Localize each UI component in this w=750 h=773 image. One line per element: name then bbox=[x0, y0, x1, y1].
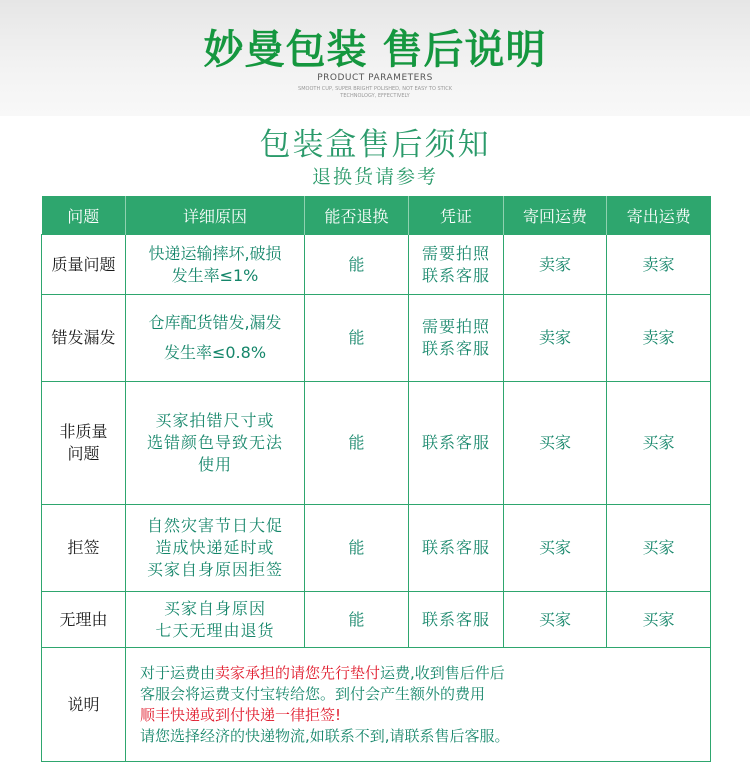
note-highlight: 卖家承担的请您先行垫付 bbox=[215, 663, 381, 682]
proof-line: 需要拍照 bbox=[421, 317, 490, 336]
table-row bbox=[42, 592, 711, 648]
row-return-fee: 卖家 bbox=[504, 235, 607, 295]
row-proof bbox=[409, 235, 504, 295]
reason-line: 买家自身原因拒签 bbox=[146, 560, 283, 579]
row-send-fee: 买家 bbox=[607, 505, 711, 592]
reason-line: 使用 bbox=[197, 455, 232, 474]
row-issue bbox=[42, 382, 126, 505]
after-sales-table bbox=[41, 196, 711, 762]
note-line-4: 请您选择经济的快递物流,如联系不到,请联系售后客服。 bbox=[140, 726, 510, 745]
row-issue: 拒签 bbox=[42, 505, 126, 592]
row-reason bbox=[126, 505, 305, 592]
note-line-2: 客服会将运费支付宝转给您。到付会产生额外的费用 bbox=[140, 684, 486, 703]
row-proof: 联系客服 bbox=[409, 505, 504, 592]
row-send-fee: 买家 bbox=[607, 592, 711, 648]
note-text-part: 运费,收到售后件后 bbox=[380, 663, 505, 682]
table-row bbox=[42, 295, 711, 382]
proof-line: 联系客服 bbox=[421, 339, 490, 358]
reason-line: 造成快递延时或 bbox=[155, 538, 275, 557]
header-reason: 详细原因 bbox=[126, 196, 305, 235]
reason-line: 发生率≤0.8% bbox=[163, 343, 267, 362]
header-issue: 问题 bbox=[42, 196, 126, 235]
note-line-1 bbox=[140, 663, 706, 684]
proof-line: 需要拍照 bbox=[421, 243, 490, 263]
table-row bbox=[42, 505, 711, 592]
row-return-fee: 买家 bbox=[504, 382, 607, 505]
header-proof: 凭证 bbox=[409, 196, 504, 235]
row-issue: 错发漏发 bbox=[42, 295, 126, 382]
header-return-fee: 寄回运费 bbox=[504, 196, 607, 235]
row-reason bbox=[126, 592, 305, 648]
issue-line: 非质量 bbox=[59, 422, 108, 441]
header-send-fee: 寄出运费 bbox=[607, 196, 711, 235]
row-send-fee: 卖家 bbox=[607, 295, 711, 382]
note-text-part: 对于运费由 bbox=[140, 663, 216, 682]
page-subtitle: 退换货请参考 bbox=[311, 166, 438, 188]
row-reason bbox=[126, 382, 305, 505]
row-issue: 质量问题 bbox=[42, 235, 126, 295]
reason-line: 七天无理由退货 bbox=[155, 620, 275, 640]
note-row bbox=[42, 648, 711, 762]
row-return-fee: 买家 bbox=[504, 592, 607, 648]
note-text bbox=[126, 648, 711, 762]
banner-title: 妙曼包装 售后说明 bbox=[203, 27, 547, 73]
row-return-fee: 卖家 bbox=[504, 295, 607, 382]
row-returnable: 能 bbox=[305, 295, 409, 382]
banner-tagline-line1: SMOOTH CUP, SUPER BRIGHT POLISHED, NOT EASY TO STICK bbox=[298, 86, 452, 92]
proof-line: 联系客服 bbox=[421, 265, 490, 285]
reason-line: 买家自身原因 bbox=[163, 598, 266, 618]
row-returnable: 能 bbox=[305, 592, 409, 648]
row-issue: 无理由 bbox=[42, 592, 126, 648]
row-send-fee: 卖家 bbox=[607, 235, 711, 295]
table-row bbox=[42, 235, 711, 295]
row-returnable: 能 bbox=[305, 382, 409, 505]
header-banner bbox=[0, 0, 750, 116]
row-returnable: 能 bbox=[305, 235, 409, 295]
page-title: 包装盒售后须知 bbox=[259, 127, 491, 163]
note-line-3: 顺丰快递或到付快递一律拒签! bbox=[140, 705, 342, 724]
row-send-fee: 买家 bbox=[607, 382, 711, 505]
banner-tagline-line2: TECHNOLOGY, EFFECTIVELY bbox=[340, 93, 410, 99]
row-reason bbox=[126, 235, 305, 295]
note-label: 说明 bbox=[42, 648, 126, 762]
row-return-fee: 买家 bbox=[504, 505, 607, 592]
reason-line: 选错颜色导致无法 bbox=[146, 433, 283, 452]
reason-line: 快递运输摔坏,破损 bbox=[148, 243, 282, 263]
table-row bbox=[42, 382, 711, 505]
reason-line: 发生率≤1% bbox=[171, 265, 259, 285]
banner-tagline bbox=[0, 86, 750, 100]
row-proof bbox=[409, 295, 504, 382]
row-proof: 联系客服 bbox=[409, 592, 504, 648]
issue-line: 问题 bbox=[67, 444, 100, 463]
reason-line: 买家拍错尺寸或 bbox=[155, 411, 275, 430]
row-reason bbox=[126, 295, 305, 382]
row-proof: 联系客服 bbox=[409, 382, 504, 505]
reason-line: 仓库配货错发,漏发 bbox=[148, 313, 282, 332]
header-returnable: 能否退换 bbox=[305, 196, 409, 235]
table-header-row bbox=[42, 196, 711, 235]
row-returnable: 能 bbox=[305, 505, 409, 592]
reason-line: 自然灾害节日大促 bbox=[146, 516, 283, 535]
banner-subtitle: PRODUCT PARAMETERS bbox=[317, 73, 433, 83]
